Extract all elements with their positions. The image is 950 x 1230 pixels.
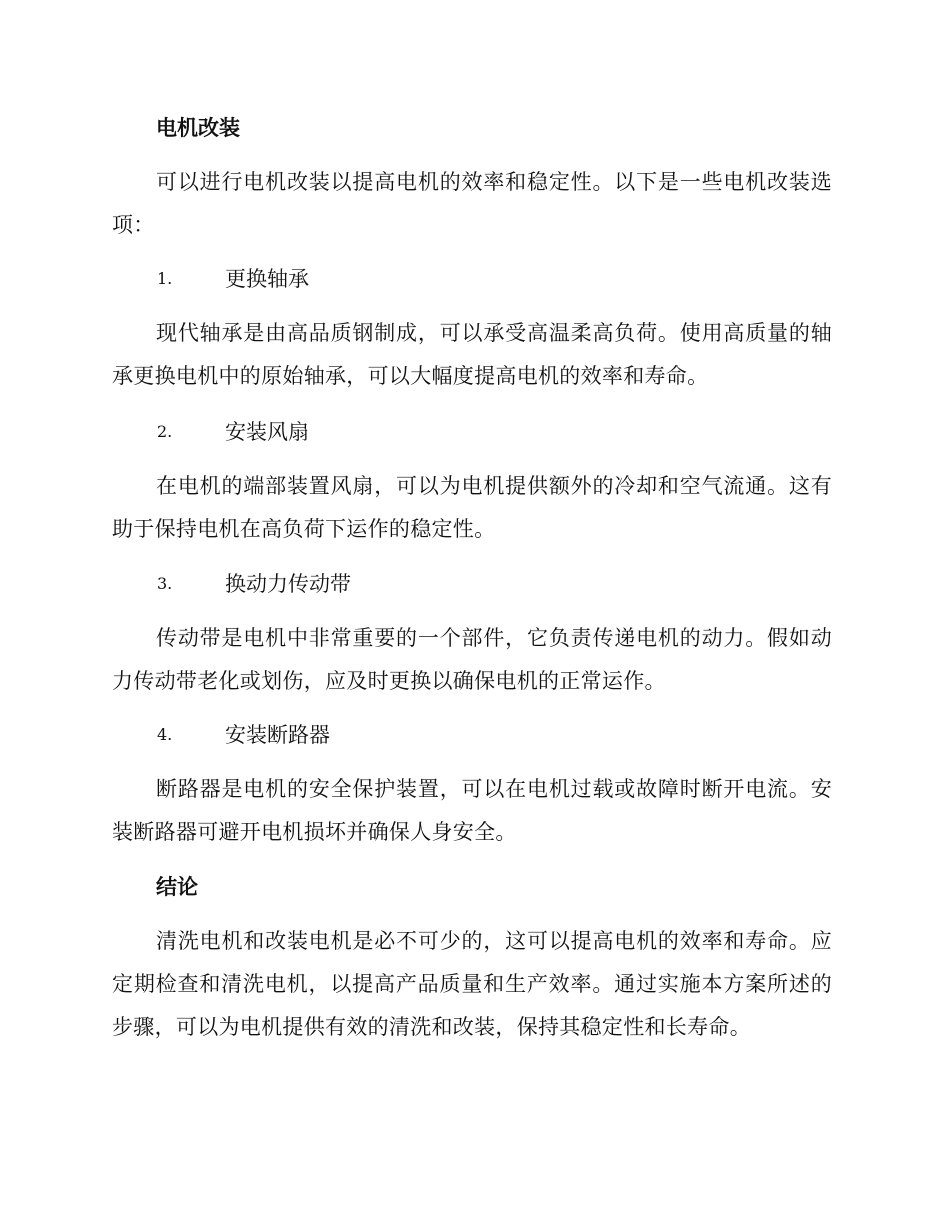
list-number: 3. [157, 574, 173, 593]
list-number: 2. [157, 422, 173, 441]
item-1-paragraph: 现代轴承是由高品质钢制成，可以承受高温柔高负荷。使用高质量的轴承更换电机中的原始轴承，可以大幅度提高电机的效率和寿命。 [112, 321, 832, 388]
item-3-paragraph: 传动带是电机中非常重要的一个部件，它负责传递电机的动力。假如动力传动带老化或划伤，应及时更换以确保电机的正常运作。 [112, 626, 832, 693]
conclusion-paragraph: 清洗电机和改装电机是必不可少的，这可以提高电机的效率和寿命。应定期检查和清洗电机，以提高产品质量和生产效率。通过实施本方案所述的步骤，可以为电机提供有效的清洗和改装，保持其稳定性和长寿命。 [112, 929, 832, 1039]
intro-paragraph: 可以进行电机改装以提高电机的效率和稳定性。以下是一些电机改装选项： [112, 170, 832, 237]
list-number: 1. [157, 269, 173, 288]
list-title: 安装断路器 [225, 723, 330, 747]
section-heading-conclusion: 结论 [156, 875, 198, 899]
item-2-paragraph: 在电机的端部装置风扇，可以为电机提供额外的冷却和空气流通。这有助于保持电机在高负荷下运作的稳定性。 [112, 474, 832, 541]
list-number: 4. [157, 725, 173, 744]
list-title: 安装风扇 [225, 420, 309, 444]
item-4-paragraph: 断路器是电机的安全保护装置，可以在电机过载或故障时断开电流。安装断路器可避开电机损坏并确保人身安全。 [112, 777, 832, 844]
section-heading-motor-modification: 电机改装 [156, 116, 240, 140]
list-title: 换动力传动带 [225, 572, 351, 596]
list-title: 更换轴承 [225, 267, 309, 291]
